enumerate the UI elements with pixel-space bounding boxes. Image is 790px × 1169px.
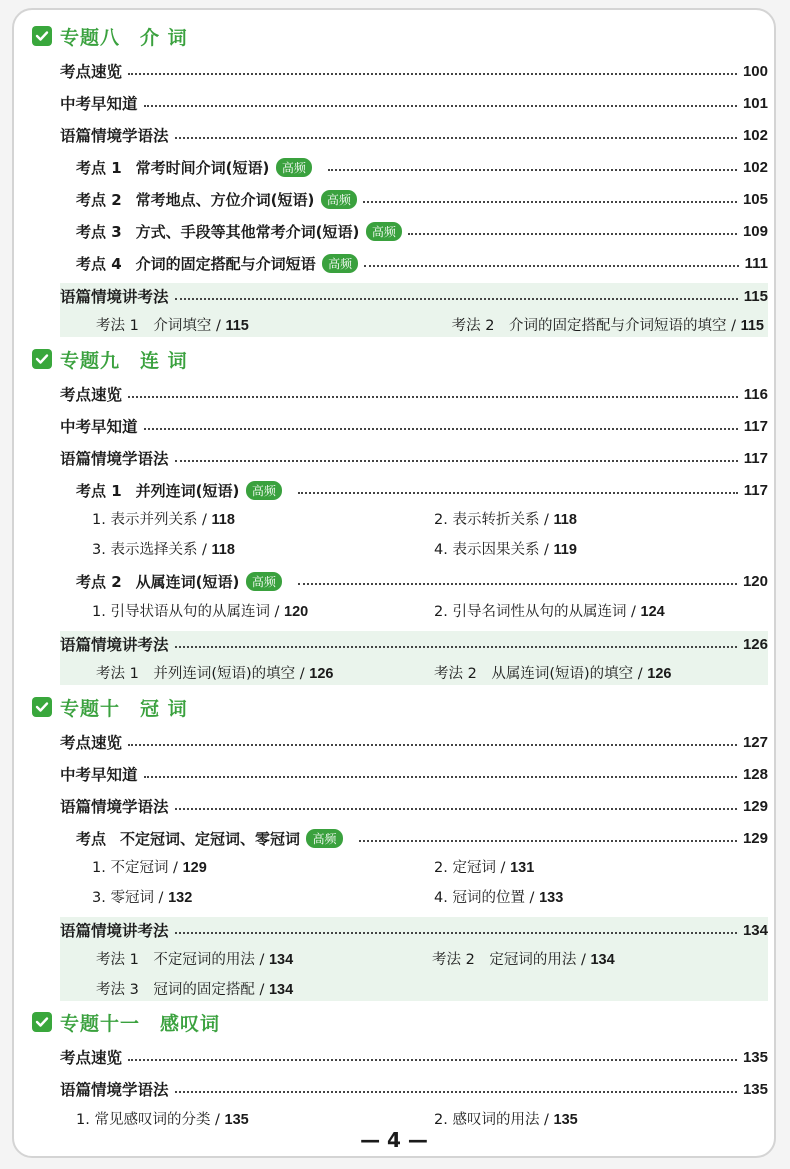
entry-label: 语篇情境学语法 (60, 798, 169, 816)
entry-label: 语篇情境学语法 (60, 450, 169, 468)
leader-dots (359, 840, 737, 842)
toc-entry[interactable] (60, 445, 768, 471)
kaofa-item[interactable]: 考法 2 定冠词的用法 / 134 (432, 952, 615, 968)
leader-dots (298, 583, 737, 585)
sub-item[interactable]: 2. 表示转折关系 / 118 (434, 512, 577, 528)
leader-dots (175, 460, 738, 462)
sub-item[interactable]: 1. 不定冠词 / 129 (92, 860, 207, 876)
kaodian-label: 考点 1 并列连词(短语) 高频 (76, 480, 282, 501)
sub-item[interactable]: 1. 常见感叹词的分类 / 135 (76, 1112, 249, 1128)
sub-item[interactable]: 3. 零冠词 / 132 (92, 890, 193, 906)
entry-page: 115 (743, 287, 768, 305)
sub-item[interactable]: 1. 表示并列关系 / 118 (92, 512, 235, 528)
kaofa-item[interactable]: 考法 1 不定冠词的用法 / 134 (96, 952, 294, 968)
toc-entry-jiang[interactable] (60, 917, 768, 943)
leader-dots (128, 396, 738, 398)
entry-page: 135 (742, 1048, 768, 1066)
high-freq-badge: 高频 (276, 158, 312, 177)
entry-page: 126 (742, 635, 768, 653)
leader-dots (175, 932, 737, 934)
section-title: 专题八 介 词 (60, 26, 188, 49)
sub-item[interactable]: 4. 表示因果关系 / 119 (434, 542, 577, 558)
sub-item[interactable]: 3. 表示选择关系 / 118 (92, 542, 235, 558)
leader-dots (128, 1059, 737, 1061)
entry-page: 105 (742, 190, 768, 208)
kaofa-item[interactable]: 考法 2 介词的固定搭配与介词短语的填空 / 115 (451, 318, 764, 334)
section-header-11 (32, 1008, 220, 1036)
entry-page: 120 (742, 572, 768, 590)
kaodian-label: 考点 2 常考地点、方位介词(短语) 高频 (76, 189, 357, 210)
entry-page: 111 (744, 254, 768, 272)
entry-page: 109 (742, 222, 768, 240)
entry-page: 129 (742, 797, 768, 815)
toc-entry[interactable] (60, 1076, 768, 1102)
toc-entry-jiang[interactable] (60, 631, 768, 657)
kaodian-entry[interactable] (76, 250, 768, 276)
kaofa-item[interactable]: 考法 1 并列连词(短语)的填空 / 126 (96, 666, 334, 682)
leader-dots (128, 744, 737, 746)
page-number: — 4 — (360, 1128, 428, 1152)
entry-label: 考点速览 (60, 734, 123, 752)
kaodian-entry[interactable] (76, 186, 768, 212)
toc-entry[interactable] (60, 1044, 768, 1070)
entry-page: 127 (742, 733, 768, 751)
kaodian-entry[interactable] (76, 825, 768, 851)
leader-dots (128, 73, 737, 75)
leader-dots (298, 492, 738, 494)
kaodian-label: 考点 2 从属连词(短语) 高频 (76, 571, 282, 592)
high-freq-badge: 高频 (246, 572, 282, 591)
toc-entry[interactable] (60, 413, 768, 439)
section-title: 专题九 连 词 (60, 349, 188, 372)
leader-dots (144, 776, 737, 778)
entry-label: 语篇情境学语法 (60, 1081, 169, 1099)
toc-entry[interactable] (60, 793, 768, 819)
toc-entry[interactable] (60, 58, 768, 84)
leader-dots (364, 265, 738, 267)
toc-entry[interactable] (60, 729, 768, 755)
section-header-8 (32, 22, 188, 50)
high-freq-badge: 高频 (366, 222, 402, 241)
entry-label: 考点速览 (60, 386, 123, 404)
kaodian-entry[interactable] (76, 154, 768, 180)
entry-label: 语篇情境讲考法 (60, 288, 169, 306)
check-icon (32, 26, 52, 46)
leader-dots (144, 428, 738, 430)
entry-label: 考点速览 (60, 63, 123, 81)
entry-label: 中考早知道 (60, 766, 138, 784)
high-freq-badge: 高频 (246, 481, 282, 500)
sub-item[interactable]: 1. 引导状语从句的从属连词 / 120 (92, 604, 309, 620)
kaodian-label: 考点 不定冠词、定冠词、零冠词 高频 (76, 828, 343, 849)
toc-entry-jiang[interactable] (60, 283, 768, 309)
section-header-10 (32, 693, 188, 721)
entry-page: 100 (742, 62, 768, 80)
section-title: 专题十 冠 词 (60, 697, 188, 720)
toc-entry[interactable] (60, 381, 768, 407)
entry-label: 语篇情境学语法 (60, 127, 169, 145)
kaodian-entry[interactable] (76, 477, 768, 503)
entry-page: 117 (743, 481, 768, 499)
kaodian-label: 考点 1 常考时间介词(短语) 高频 (76, 157, 312, 178)
kaodian-entry[interactable] (76, 218, 768, 244)
high-freq-badge: 高频 (322, 254, 358, 273)
sub-item[interactable]: 2. 定冠词 / 131 (434, 860, 535, 876)
leader-dots (328, 169, 737, 171)
sub-item[interactable]: 2. 引导名词性从句的从属连词 / 124 (434, 604, 665, 620)
entry-page: 101 (742, 94, 768, 112)
entry-label: 中考早知道 (60, 95, 138, 113)
check-icon (32, 349, 52, 369)
section-header-9 (32, 345, 188, 373)
entry-page: 102 (742, 158, 768, 176)
leader-dots (144, 105, 737, 107)
leader-dots (175, 298, 738, 300)
entry-page: 134 (742, 921, 768, 939)
check-icon (32, 697, 52, 717)
sub-item[interactable]: 4. 冠词的位置 / 133 (434, 890, 564, 906)
leader-dots (175, 137, 737, 139)
toc-entry[interactable] (60, 761, 768, 787)
toc-entry[interactable] (60, 122, 768, 148)
section-title: 专题十一 感叹词 (60, 1012, 221, 1035)
entry-label: 考点速览 (60, 1049, 123, 1067)
leader-dots (363, 201, 737, 203)
kaofa-item[interactable]: 考法 1 介词填空 / 115 (96, 318, 249, 334)
entry-label: 语篇情境讲考法 (60, 636, 169, 654)
sub-item[interactable]: 2. 感叹词的用法 / 135 (434, 1112, 578, 1128)
check-icon (32, 1012, 52, 1032)
leader-dots (408, 233, 737, 235)
entry-label: 中考早知道 (60, 418, 138, 436)
leader-dots (175, 646, 737, 648)
leader-dots (175, 1091, 737, 1093)
high-freq-badge: 高频 (306, 829, 342, 848)
leader-dots (175, 808, 737, 810)
kaofa-item[interactable]: 考法 3 冠词的固定搭配 / 134 (96, 982, 294, 998)
entry-page: 129 (742, 829, 768, 847)
entry-label: 语篇情境讲考法 (60, 922, 169, 940)
kaodian-entry[interactable] (76, 568, 768, 594)
toc-entry[interactable] (60, 90, 768, 116)
entry-page: 102 (742, 126, 768, 144)
kaodian-label: 考点 3 方式、手段等其他常考介词(短语) 高频 (76, 221, 402, 242)
entry-page: 116 (743, 385, 768, 403)
entry-page: 135 (742, 1080, 768, 1098)
entry-page: 117 (743, 417, 768, 435)
entry-page: 128 (742, 765, 768, 783)
high-freq-badge: 高频 (321, 190, 357, 209)
toc-page (12, 8, 776, 1158)
entry-page: 117 (743, 449, 768, 467)
kaofa-item[interactable]: 考法 2 从属连词(短语)的填空 / 126 (434, 666, 672, 682)
kaodian-label: 考点 4 介词的固定搭配与介词短语 高频 (76, 253, 358, 274)
